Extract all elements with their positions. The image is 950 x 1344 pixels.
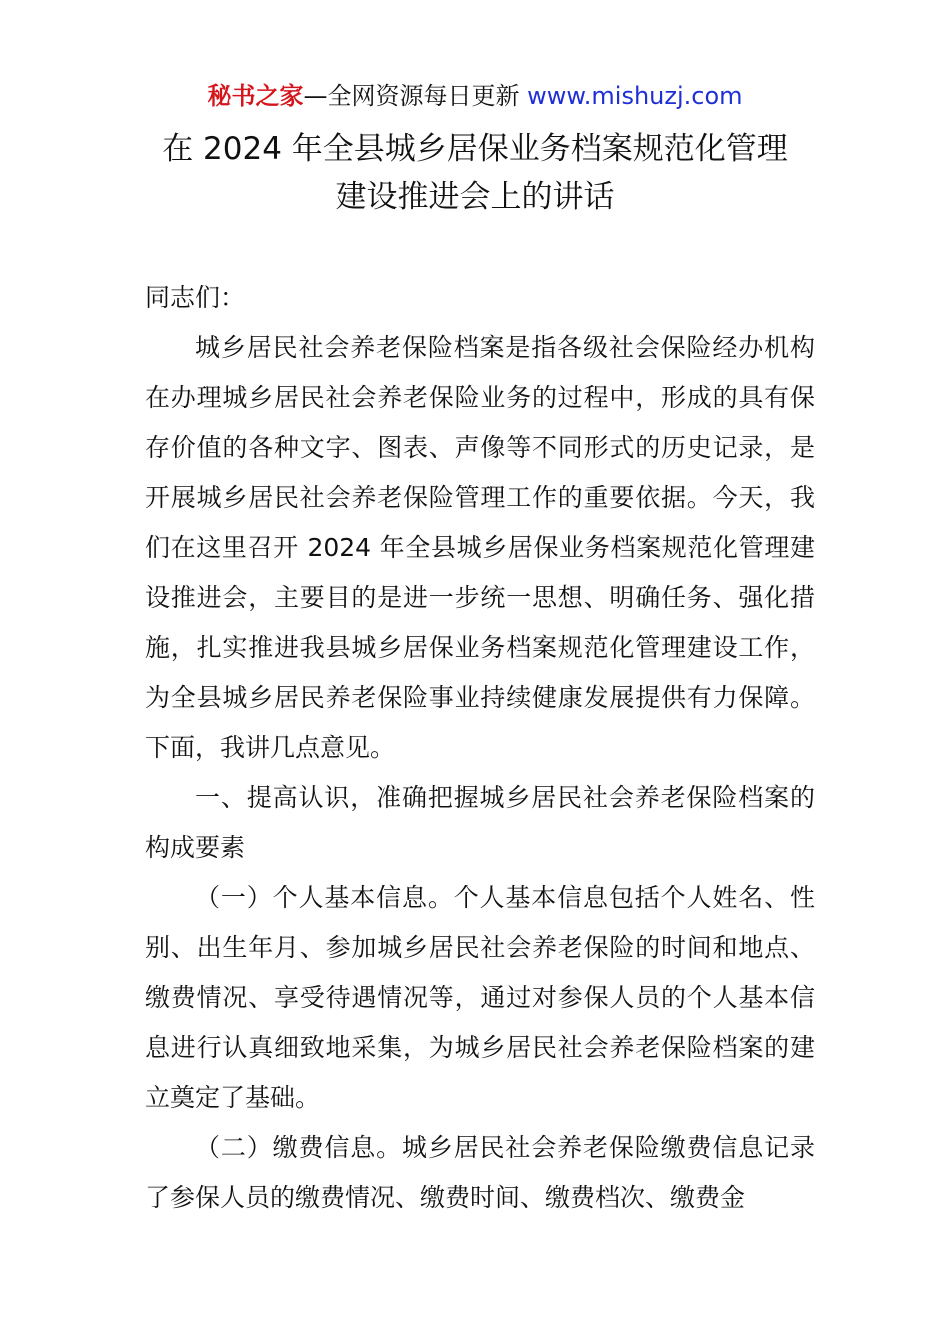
- header-tagline: —全网资源每日更新: [303, 82, 528, 110]
- paragraph-personal-info: （一）个人基本信息。个人基本信息包括个人姓名、性别、出生年月、参加城乡居民社会养老保险的时间和地点、缴费情况、享受待遇情况等，通过对参保人员的个人基本信息进行认真细致地采集，为城乡居民社会养老保险档案的建立奠定了基础。: [145, 883, 815, 1112]
- paragraph-intro: 城乡居民社会养老保险档案是指各级社会保险经办机构在办理城乡居民社会养老保险业务的过程中，形成的具有保存价值的各种文字、图表、声像等不同形式的历史记录，是开展城乡居民社会养老保险管理工作的重要依据。今天，我们在这里召开 2024 年全县城乡居保业务档案规范化管理建设推进会，主要目的是进一步统一思想、明确任务、强化措施，扎实推进我县城乡居保业务档案规范化管理建设工作，为全县城乡居民养老保险事业持续健康发展提供有力保障。下面，我讲几点意见。: [145, 333, 815, 762]
- paragraph-payment-info: （二）缴费信息。城乡居民社会养老保险缴费信息记录了参保人员的缴费情况、缴费时间、缴费档次、缴费金: [145, 1133, 815, 1212]
- document-title-line-2: 建设推进会上的讲话: [335, 179, 615, 215]
- site-header: [0, 78, 950, 114]
- brand-name: 秘书之家: [207, 82, 304, 110]
- site-url-link[interactable]: www.mishuzj.com: [527, 82, 743, 110]
- document-title-line-1: 在 2024 年全县城乡居保业务档案规范化管理: [162, 131, 788, 167]
- section-heading-1: 一、提高认识，准确把握城乡居民社会养老保险档案的构成要素: [145, 783, 815, 862]
- document-body: [145, 273, 815, 1223]
- salutation: 同志们：: [145, 283, 246, 312]
